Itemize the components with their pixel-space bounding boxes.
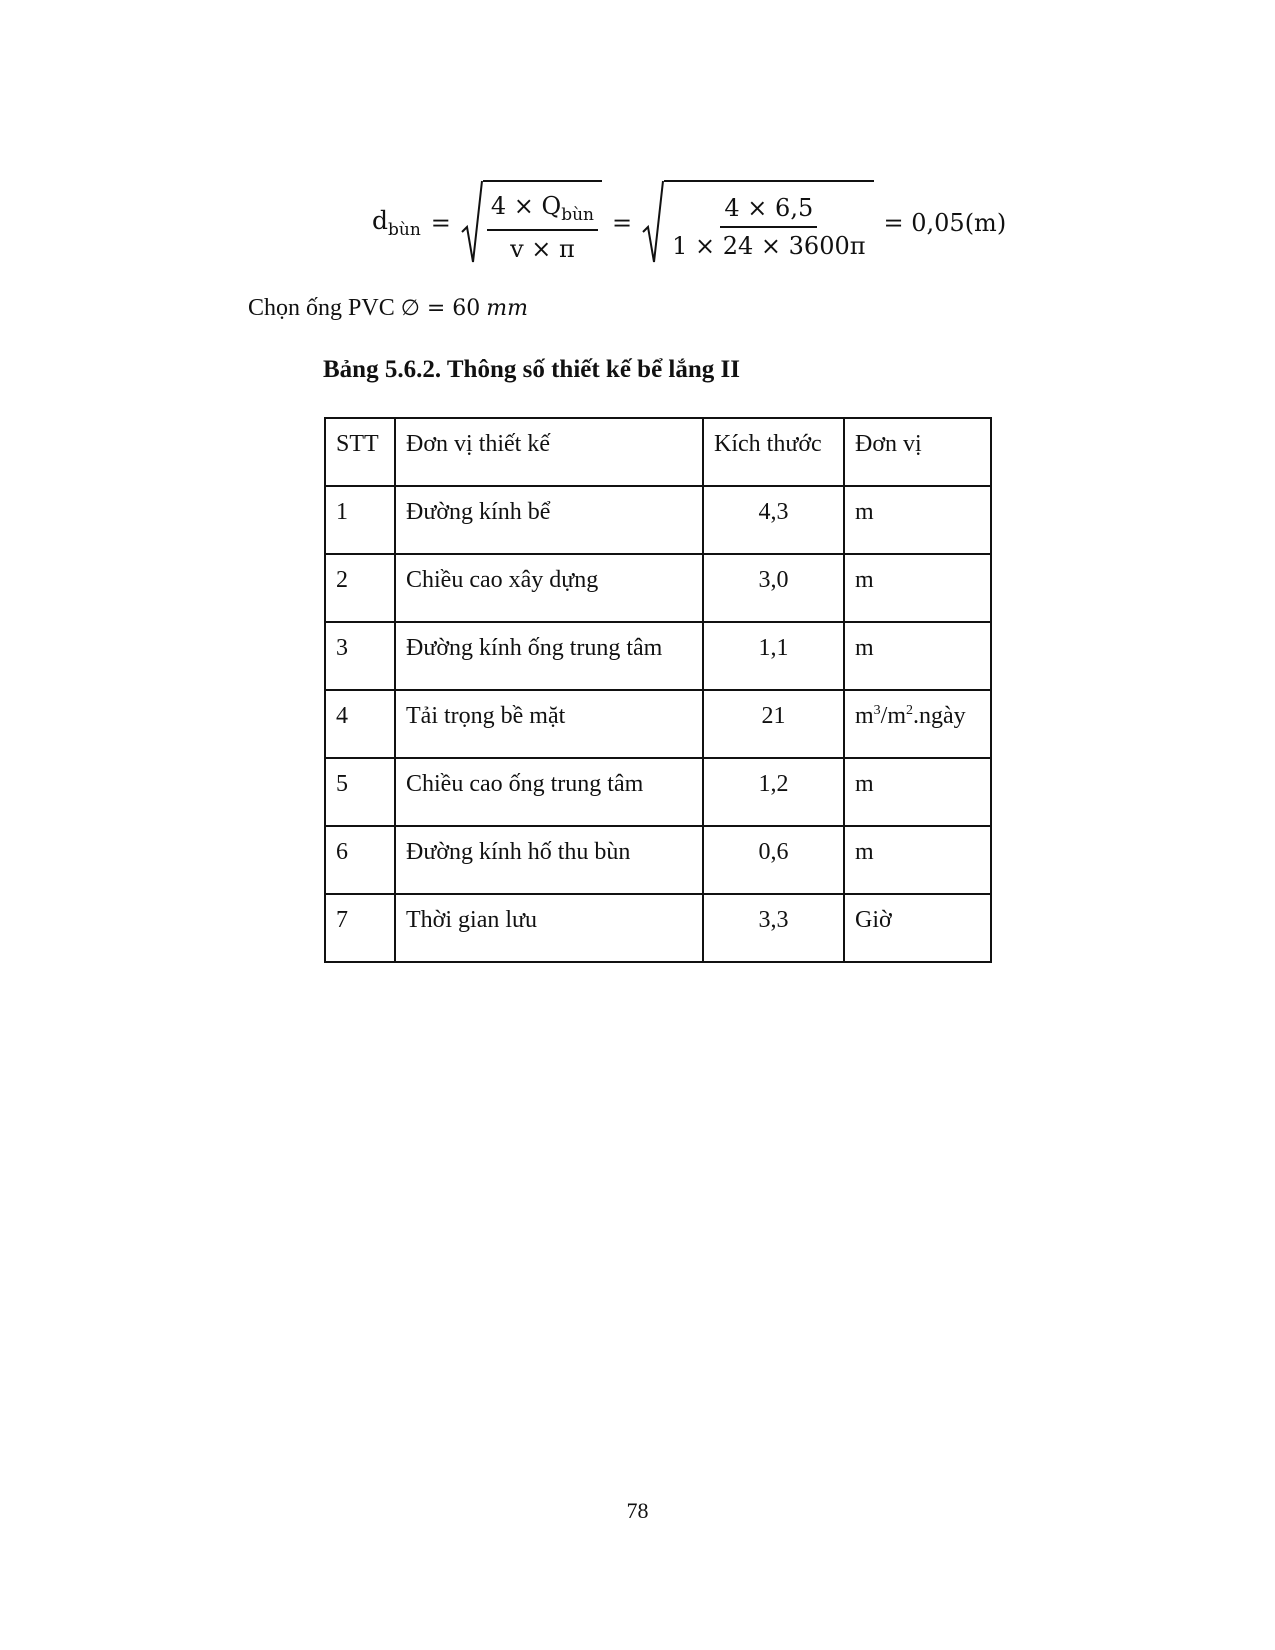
row-unit-surface-load: $m^3/m^2.ngày$ [844,690,991,758]
table-row [325,826,991,894]
radical-2 [642,180,873,266]
row-item: Chiều cao ống trung tâm [395,758,703,826]
row-unit: m [844,486,991,554]
row-index: 7 [325,894,395,962]
header-design-item: Đơn vị thiết kế [395,418,703,486]
row-item: Đường kính hố thu bùn [395,826,703,894]
table-row [325,894,991,962]
row-index: 4 [325,690,395,758]
fraction-1: $\frac{4 \times Q_{bùn}}{v \times \pi}$ [487,192,598,263]
row-unit: m [844,622,991,690]
table-header-row [325,418,991,486]
formula-result: = 0,05(m) [883,209,1007,237]
sludge-pipe-diameter-formula [372,178,1006,268]
table-caption: Bảng 5.6.2. Thông số thiết kế bể lắng II [323,356,740,383]
formula-lhs: $d_{bùn}$ [372,206,421,240]
row-unit: m [844,554,991,622]
row-index: 2 [325,554,395,622]
radical-sign-icon [642,180,664,266]
row-value: 3,3 [703,894,844,962]
row-index: 1 [325,486,395,554]
table-row [325,690,991,758]
row-item: Tải trọng bề mặt [395,690,703,758]
table-row [325,758,991,826]
radical-sign-icon [461,180,483,266]
formula-equals-2: = [612,209,633,237]
row-item: Chiều cao xây dựng [395,554,703,622]
row-value: 0,6 [703,826,844,894]
table-row [325,622,991,690]
row-value: 1,1 [703,622,844,690]
table-row [325,486,991,554]
row-item: Thời gian lưu [395,894,703,962]
fraction-2: $\frac{4 \times 6,5}{1 \times 24 \times 3600\pi}$ [672,194,866,260]
radical-1 [461,180,602,266]
header-stt: STT [325,418,395,486]
formula-equals-1: = [430,209,451,237]
row-value: 21 [703,690,844,758]
row-unit: m [844,826,991,894]
header-unit: Đơn vị [844,418,991,486]
row-item: Đường kính bể [395,486,703,554]
header-size: Kích thước [703,418,844,486]
row-index: 6 [325,826,395,894]
page-number: 78 [626,1498,649,1523]
row-index: 5 [325,758,395,826]
row-value: 3,0 [703,554,844,622]
design-parameters-table [324,417,992,963]
row-value: 4,3 [703,486,844,554]
row-unit: m [844,758,991,826]
row-unit: Giờ [844,894,991,962]
table-row [325,554,991,622]
pipe-selection-text: Chọn ống PVC ∅ = 60 mm [248,295,529,321]
row-index: 3 [325,622,395,690]
row-value: 1,2 [703,758,844,826]
row-item: Đường kính ống trung tâm [395,622,703,690]
